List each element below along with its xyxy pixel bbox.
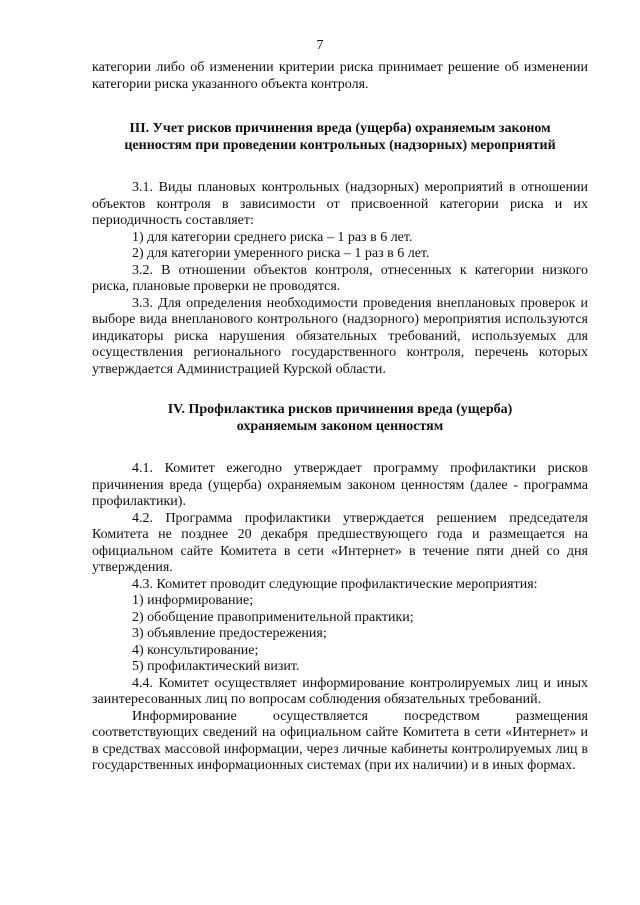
paragraph-4-4: 4.4. Комитет осуществляет информирование контролируемых лиц и иных заинтересованных лиц по вопросам соблюдения обязательных требований. bbox=[92, 675, 588, 707]
section-4-title-line-2: охраняемым законом ценностям bbox=[236, 418, 444, 434]
list-item: 4) консультирование; bbox=[132, 642, 259, 658]
continuation-paragraph: категории либо об изменении критерии риска принимает решение об изменении категории риска указанного объекта контроля. bbox=[92, 60, 588, 92]
paragraph-4-1: 4.1. Комитет ежегодно утверждает программу профилактики рисков причинения вреда (ущерба) охраняемым законом ценностям (далее - программа профилактики). bbox=[92, 461, 588, 509]
page-number: 7 bbox=[316, 38, 324, 53]
section-3-title bbox=[92, 121, 588, 154]
list-item: 2) обобщение правоприменительной практики; bbox=[132, 609, 414, 625]
paragraph-3-2: 3.2. В отношении объектов контроля, отнесенных к категории низкого риска, плановые проверки не проводятся. bbox=[92, 262, 588, 294]
list-item: 3) объявление предостережения; bbox=[132, 626, 327, 641]
section-4-title-line-1: IV. Профилактика рисков причинения вреда (ущерба) bbox=[167, 402, 513, 417]
section-3-title-line-2: ценностям при проведении контрольных (надзорных) мероприятий bbox=[124, 137, 556, 153]
list-item: 1) для категории среднего риска – 1 раз в 6 лет. bbox=[132, 229, 413, 245]
paragraph-4-2: 4.2. Программа профилактики утверждается решением председателя Комитета не позднее 20 декабря предшествующего года и размещается на официальном сайте Комитета в сети «Интернет» в течение пяти дней со дня утверждения. bbox=[92, 510, 588, 575]
list-item: 5) профилактический визит. bbox=[132, 659, 300, 674]
paragraph-3-3: 3.3. Для определения необходимости проведения внеплановых проверок и выборе вида внепланового контрольного (надзорного) мероприятия используются индикаторы риска нарушения обязательных требований, используемых для осуществления регионального государственного контроля, перечень которых утверждается Администрацией Курской области. bbox=[92, 295, 588, 377]
list-item: 2) для категории умеренного риска – 1 раз в 6 лет. bbox=[132, 246, 430, 261]
paragraph-3-1: 3.1. Виды плановых контрольных (надзорных) мероприятий в отношении объектов контроля в зависимости от присвоенной категории риска и их периодичность составляет: bbox=[92, 180, 588, 228]
list-item: 1) информирование; bbox=[132, 593, 254, 608]
section-4-title bbox=[92, 402, 588, 435]
page-content bbox=[92, 60, 588, 775]
paragraph-informing: Информирование осуществляется посредством размещения соответствующих сведений на официальном сайте Комитета в сети «Интернет» и в средствах массовой информации, через личные кабинеты контролируемых лиц в государственных информационных системах (при их наличии) и в иных формах. bbox=[92, 708, 588, 773]
section-3-title-line-1: III. Учет рисков причинения вреда (ущерба) охраняемым законом bbox=[129, 121, 551, 136]
paragraph-4-3: 4.3. Комитет проводит следующие профилактические мероприятия: bbox=[132, 576, 538, 592]
